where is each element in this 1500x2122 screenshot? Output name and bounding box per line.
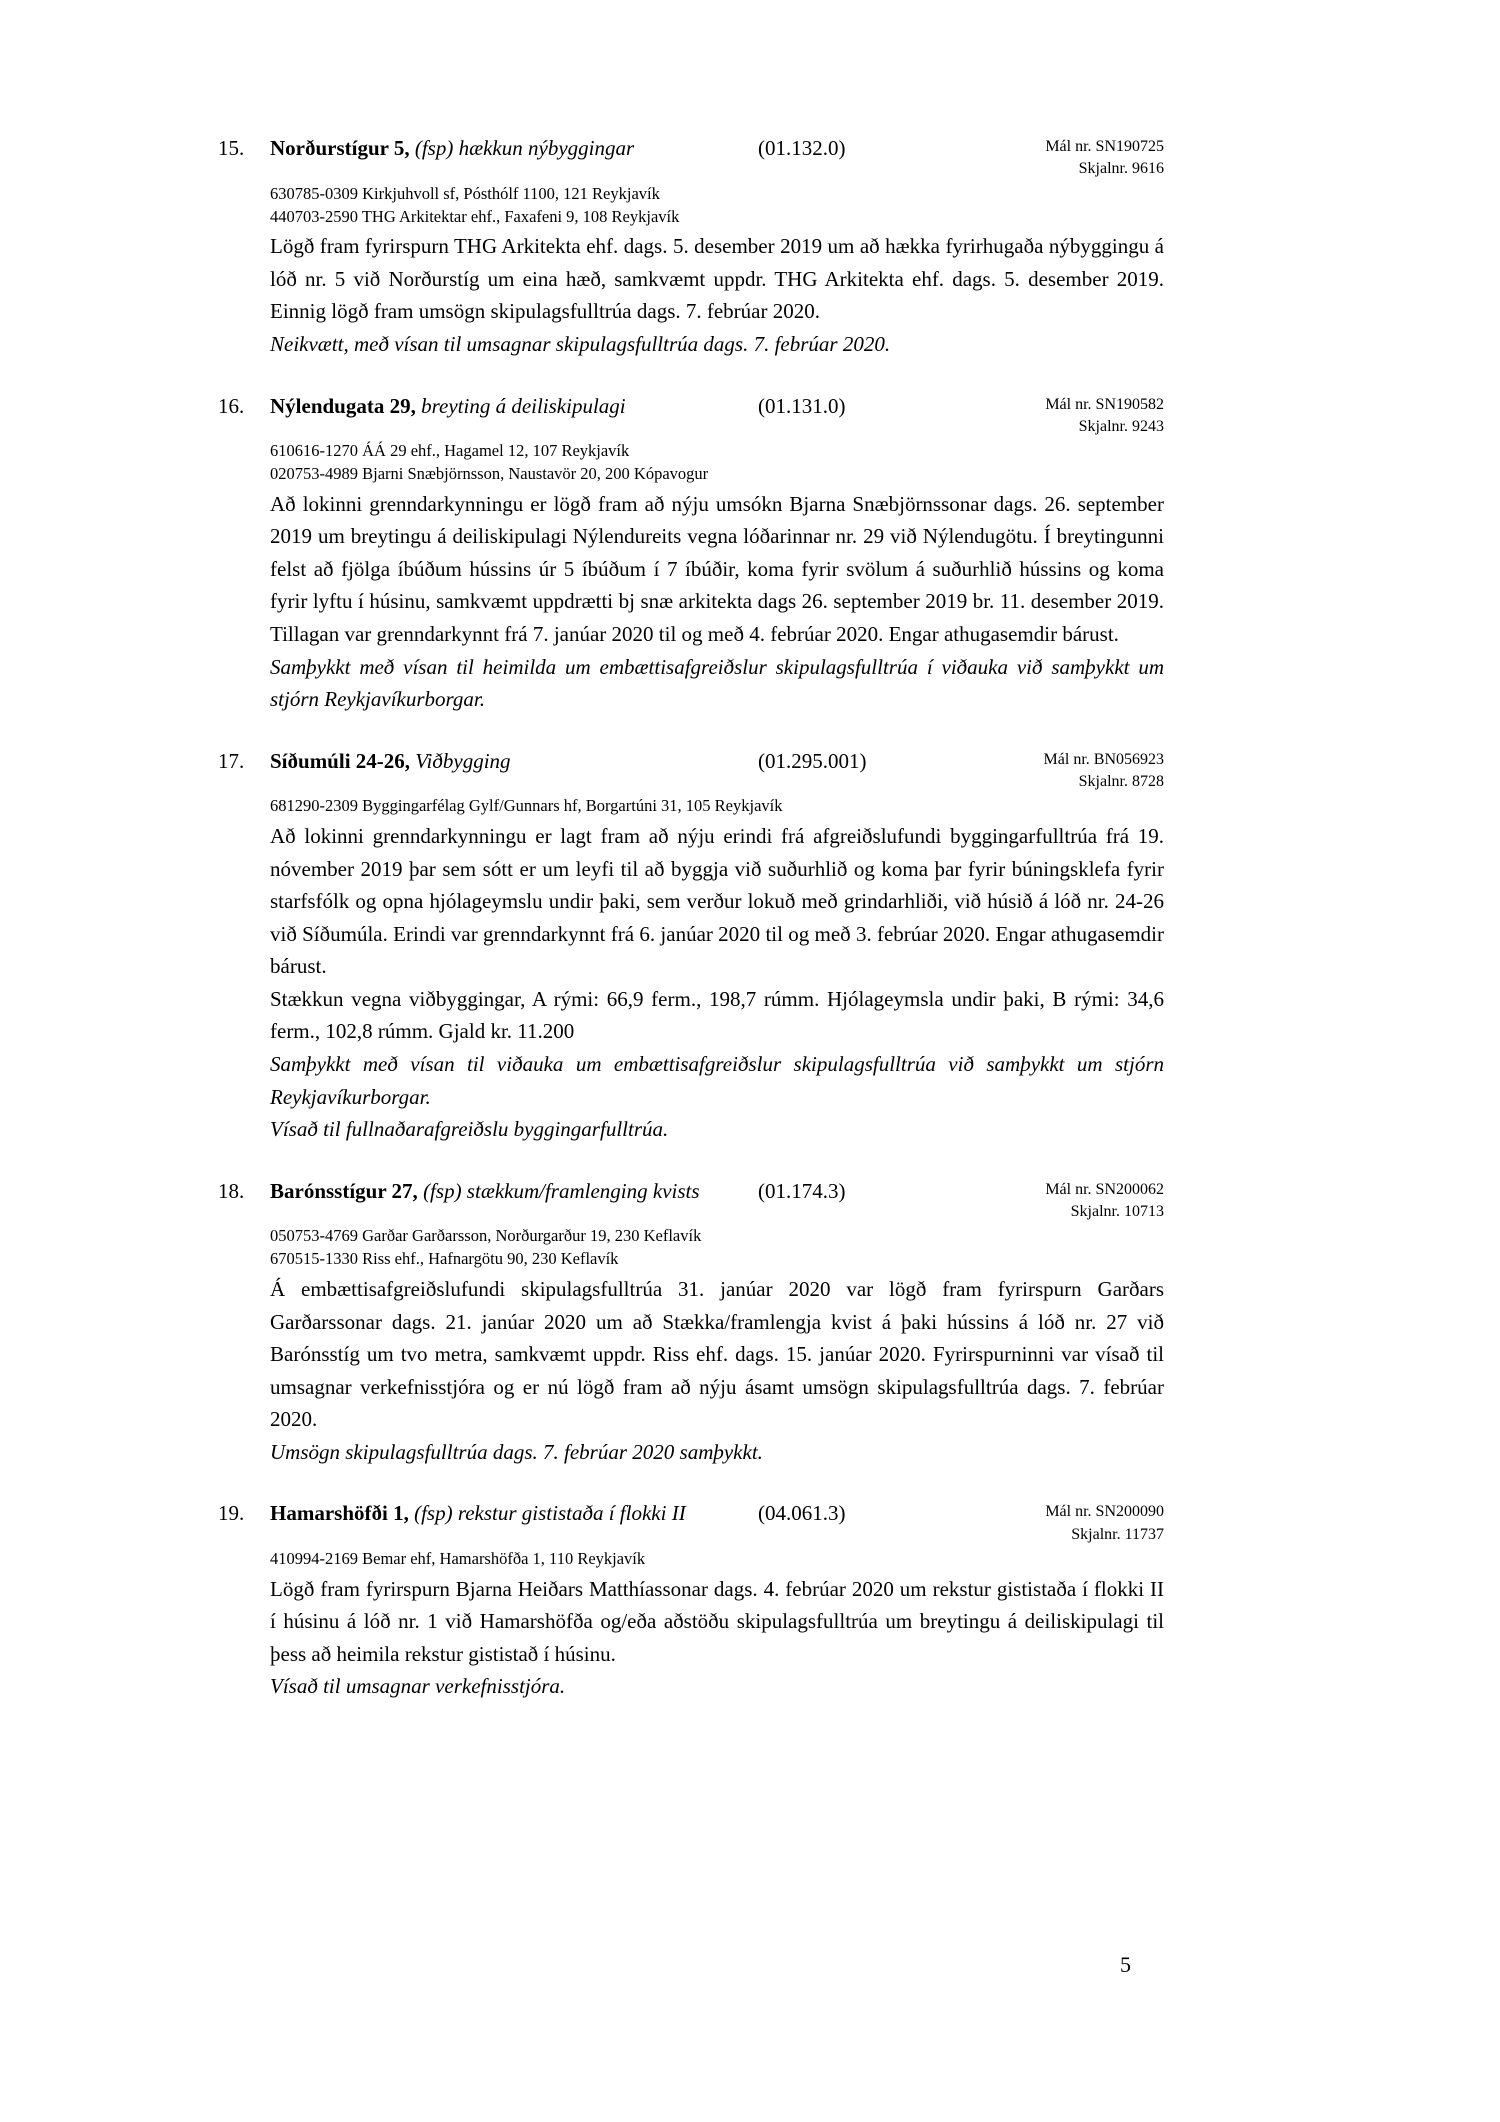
- item-parties: [270, 1225, 1164, 1271]
- item-refs: [974, 391, 1164, 439]
- item-title: [270, 391, 758, 421]
- page-number: 5: [1120, 1952, 1131, 1977]
- party-line: 440703-2590 THG Arkitektar ehf., Faxafeni 9, 108 Reykjavík: [270, 206, 680, 226]
- item-paragraph: Að lokinni grenndarkynningu er lagt fram að nýju erindi frá afgreiðslufundi byggingarfulltrúa frá 19. nóvember 2019 þar sem sótt er um leyfi til að byggja við suðurhlið og koma þar fyrir búningsklefa fyrir starfsfólk og opna hjólageymslu undir þaki, sem verður lokuð með grindarhliði, við húsið á lóð nr. 24-26 við Síðumúla. Erindi var grenndarkynnt frá 6. janúar 2020 til og með 3. febrúar 2020. Engar athugasemdir bárust.: [270, 824, 1164, 979]
- item-case-ref: (01.132.0): [758, 136, 846, 160]
- item-parties: [270, 183, 1164, 229]
- agenda-item-body: [270, 183, 1164, 361]
- agenda-item: [218, 1176, 1164, 1469]
- case-number: Mál nr. SN190725: [1045, 138, 1164, 155]
- item-title-subject: (fsp) rekstur gististaða í flokki II: [414, 1501, 686, 1526]
- agenda-item-header: [218, 1498, 1164, 1546]
- agenda-item-header: [218, 391, 1164, 439]
- item-refs: [974, 1176, 1164, 1224]
- item-number: 18.: [218, 1178, 245, 1203]
- item-number: 16.: [218, 393, 245, 418]
- document-number: Skjalnr. 8728: [1078, 773, 1164, 791]
- item-conclusion: Samþykkt með vísan til heimilda um embættisafgreiðslur skipulagsfulltrúa í viðauka við samþykkt um stjórn Reykjavíkurborgar.: [270, 654, 1164, 712]
- item-case-ref: (01.174.3): [758, 1178, 846, 1203]
- agenda-item-header: [218, 1176, 1164, 1224]
- case-number: Mál nr. SN190582: [1045, 395, 1164, 413]
- agenda-item-header: [218, 133, 1164, 181]
- agenda-items: [218, 133, 1164, 1703]
- item-title-address: Síðumúli 24-26,: [270, 748, 416, 773]
- item-paragraph: Lögð fram fyrirspurn THG Arkitekta ehf. dags. 5. desember 2019 um að hækka fyrirhugaða nýbyggingu á lóð nr. 5 við Norðurstíg um eina hæð, samkvæmt uppdr. THG Arkitekta ehf. dags. 5. desember 2019. Einnig lögð fram umsögn skipulagsfulltrúa dags. 7. febrúar 2020.: [270, 234, 1164, 324]
- item-conclusion: Neikvætt, með vísan til umsagnar skipulagsfulltrúa dags. 7. febrúar 2020.: [270, 331, 891, 356]
- item-refs: [974, 1498, 1164, 1546]
- case-number: Mál nr. BN056923: [1043, 750, 1164, 768]
- minutes-content: [218, 133, 1164, 1733]
- party-line: 410994-2169 Bemar ehf, Hamarshöfða 1, 110 Reykjavík: [270, 1549, 646, 1569]
- case-number: Mál nr. SN200062: [1045, 1180, 1164, 1198]
- item-paragraph: Á embættisafgreiðslufundi skipulagsfulltrúa 31. janúar 2020 var lögð fram fyrirspurn Garðars Garðarssonar dags. 21. janúar 2020 um að Stækka/framlengja kvist á þaki hússins á lóð nr. 27 við Barónsstíg um tvo metra, samkvæmt uppdr. Riss ehf. dags. 15. janúar 2020. Fyrirspurninni var vísað til umsagnar verkefnisstjóra og er nú lögð fram að nýju ásamt umsögn skipulagsfulltrúa dags. 7. febrúar 2020.: [270, 1276, 1164, 1432]
- item-title: [270, 1176, 758, 1206]
- item-conclusion: Vísað til umsagnar verkefnisstjóra.: [270, 1674, 566, 1699]
- item-refs: [974, 133, 1164, 181]
- party-line: 630785-0309 Kirkjuhvoll sf, Pósthólf 1100, 121 Reykjavík: [270, 183, 660, 203]
- item-case-ref: (01.295.001): [758, 748, 867, 773]
- item-title-address: Hamarshöfði 1,: [270, 1501, 415, 1526]
- item-paragraphs: [270, 1273, 1164, 1468]
- item-paragraphs: [270, 488, 1164, 716]
- document-number: Skjalnr. 10713: [1070, 1203, 1164, 1221]
- item-parties: [270, 1548, 1164, 1571]
- item-title-address: Barónsstígur 27,: [270, 1178, 424, 1203]
- agenda-item: [218, 133, 1164, 361]
- item-paragraphs: [270, 1573, 1164, 1703]
- agenda-item: [218, 391, 1164, 716]
- item-case-ref: (04.061.3): [758, 1501, 846, 1526]
- document-number: Skjalnr. 9243: [1078, 417, 1164, 435]
- item-paragraph: Að lokinni grenndarkynningu er lögð fram að nýju umsókn Bjarna Snæbjörnssonar dags. 26. september 2019 um breytingu á deiliskipulagi Nýlendureits vegna lóðarinnar nr. 29 við Nýlendugötu. Í breytingunni felst að fjölga íbúðum hússins úr 5 íbúðum í 7 íbúðir, koma fyrir svölum á suðurhlið hússins og koma fyrir lyftu í húsinu, samkvæmt uppdrætti bj snæ arkitekta dags 26. september 2019 br. 11. desember 2019. Tillagan var grenndarkynnt frá 7. janúar 2020 til og með 4. febrúar 2020. Engar athugasemdir bárust.: [270, 491, 1164, 646]
- item-paragraphs: [270, 820, 1164, 1145]
- item-conclusion: Vísað til fullnaðarafgreiðslu byggingarfulltrúa.: [270, 1117, 669, 1142]
- item-title-subject: Viðbygging: [415, 748, 511, 773]
- item-conclusion: Umsögn skipulagsfulltrúa dags. 7. febrúar 2020 samþykkt.: [270, 1439, 763, 1464]
- item-title-address: Nýlendugata 29,: [270, 393, 422, 418]
- item-paragraph: Stækkun vegna viðbyggingar, A rými: 66,9 ferm., 198,7 rúmm. Hjólageymsla undir þaki, B rými: 34,6 ferm., 102,8 rúmm. Gjald kr. 11.200: [270, 986, 1164, 1044]
- item-conclusion: Samþykkt með vísan til viðauka um embættisafgreiðslur skipulagsfulltrúa við samþykkt um stjórn Reykjavíkurborgar.: [270, 1052, 1164, 1109]
- item-refs: [974, 746, 1164, 794]
- agenda-item-body: [270, 1225, 1164, 1468]
- item-number: 15.: [218, 136, 245, 160]
- party-line: 681290-2309 Byggingarfélag Gylf/Gunnars hf, Borgartúni 31, 105 Reykjavík: [270, 796, 783, 816]
- agenda-item-body: [270, 795, 1164, 1145]
- item-title: [270, 1498, 758, 1528]
- document-number: Skjalnr. 11737: [1071, 1525, 1164, 1543]
- party-line: 020753-4989 Bjarni Snæbjörnsson, Naustavör 20, 200 Kópavogur: [270, 464, 709, 484]
- item-paragraphs: [270, 230, 1164, 360]
- party-line: 610616-1270 ÁÁ 29 ehf., Hagamel 12, 107 Reykjavík: [270, 441, 630, 461]
- party-line: 050753-4769 Garðar Garðarsson, Norðurgarður 19, 230 Keflavík: [270, 1226, 702, 1246]
- item-parties: [270, 440, 1164, 486]
- item-title-subject: breyting á deiliskipulagi: [421, 393, 626, 418]
- item-title: [270, 133, 758, 163]
- item-case-ref: (01.131.0): [758, 393, 846, 418]
- item-parties: [270, 795, 1164, 818]
- item-number: 17.: [218, 748, 245, 773]
- agenda-item: [218, 746, 1164, 1146]
- agenda-item: [218, 1498, 1164, 1703]
- item-title-subject: (fsp) stækkum/framlenging kvists: [423, 1178, 700, 1203]
- item-paragraph: Lögð fram fyrirspurn Bjarna Heiðars Matthíassonar dags. 4. febrúar 2020 um rekstur gististaða í flokki II í húsinu á lóð nr. 1 við Hamarshöfða og/eða aðstöðu skipulagsfulltrúa um breytingu á deiliskipulagi til þess að heimila rekstur gististað í húsinu.: [270, 1576, 1164, 1666]
- party-line: 670515-1330 Riss ehf., Hafnargötu 90, 230 Keflavík: [270, 1249, 619, 1269]
- item-title: [270, 746, 758, 776]
- agenda-item-body: [270, 1548, 1164, 1703]
- agenda-item-header: [218, 746, 1164, 794]
- item-number: 19.: [218, 1501, 245, 1526]
- case-number: Mál nr. SN200090: [1045, 1503, 1164, 1521]
- document-number: Skjalnr. 9616: [1078, 160, 1164, 178]
- item-title-subject: (fsp) hækkun nýbyggingar: [414, 136, 635, 160]
- agenda-item-body: [270, 440, 1164, 715]
- item-title-address: Norðurstígur 5,: [270, 136, 415, 160]
